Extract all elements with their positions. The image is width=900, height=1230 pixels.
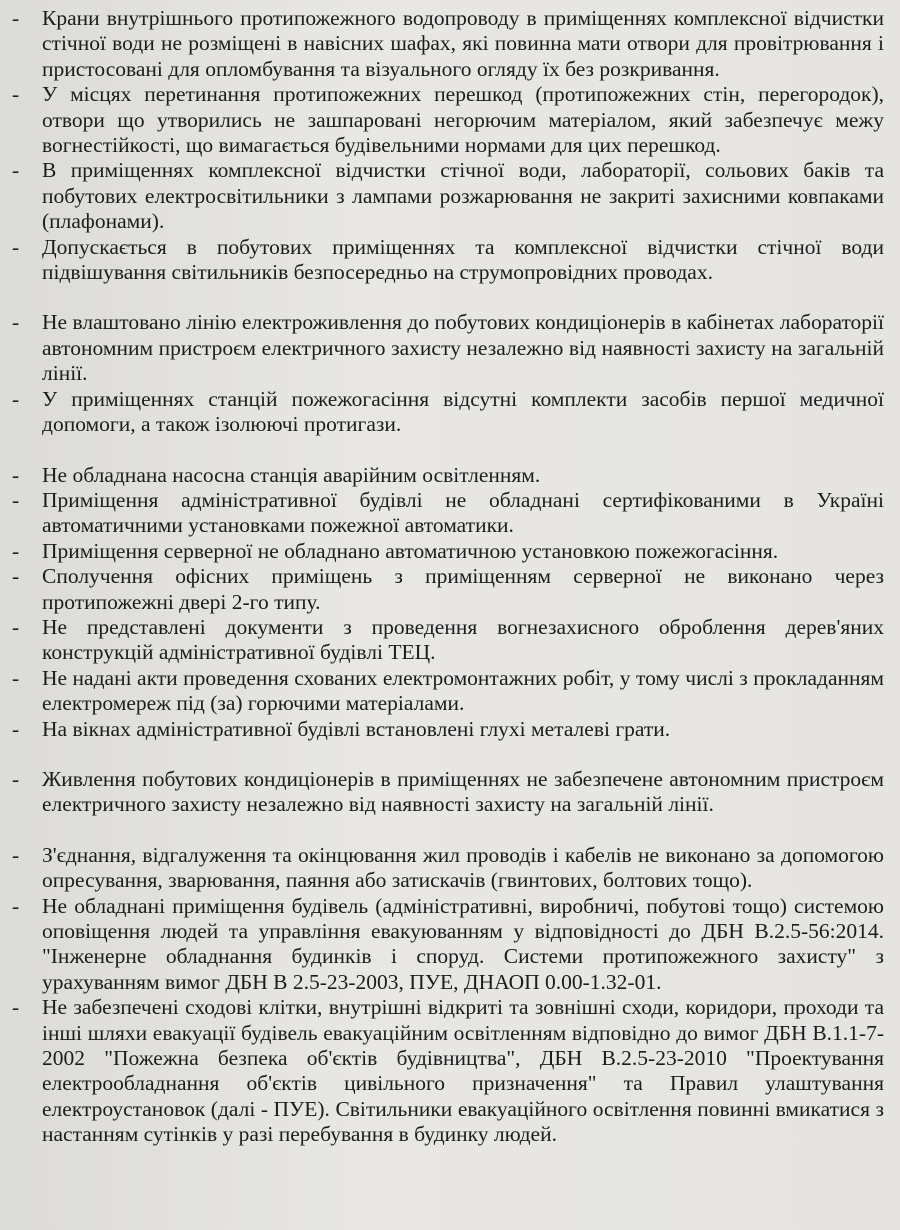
list-marker: - [12, 6, 20, 30]
list-marker: - [12, 766, 20, 791]
list-marker: - [12, 386, 20, 411]
list-marker: - [12, 538, 20, 563]
list-item-text: Допускається в побутових приміщеннях та комплексної відчистки стічної води підвішування світильників безпосередньо на струмопровідних проводах. [42, 234, 884, 285]
list-item-text: Сполучення офісних приміщень з приміщенням серверної не виконано через протипожежні двері 2-го типу. [42, 564, 884, 614]
list-item [12, 6, 884, 82]
list-item-text: Не забезпечені сходові клітки, внутрішні відкриті та зовнішні сходи, коридори, проходи та інші шляхи евакуації будівель евакуаційним освітленням відповідно до вимог ДБН В.1.1-7-2002 "Пожежна безпека об'єктів будівництва", ДБН В.2.5-23-2010 "Проектування електрообладнання об'єктів цивільного призначення" та Правил улаштування електроустановок (далі - ПУЕ). Світильники евакуаційного освітлення повинні вмикатися з настанням сутінків у разі перебування в будинку людей. [42, 995, 884, 1147]
list-item [12, 995, 884, 1147]
list-item [12, 767, 884, 818]
list-item-text: У місцях перетинання протипожежних перешкод (протипожежних стін, перегородок), отвори що утворились не зашпаровані негорючим матеріалом, який забезпечує межу вогнестійкості, що вимагається будівельними нормами для цих перешкод. [42, 82, 884, 158]
list-item [12, 82, 884, 158]
list-marker: - [12, 893, 20, 918]
list-item [12, 158, 884, 234]
list-item [12, 488, 884, 539]
list-marker: - [12, 234, 20, 259]
list-item [12, 539, 884, 564]
list-item-text: З'єднання, відгалуження та окінцювання жил проводів і кабелів не виконано за допомогою опресування, зварювання, паяння або затискачів (гвинтових, болтових тощо). [42, 842, 884, 893]
list-item [12, 310, 884, 386]
list-item [12, 564, 884, 615]
list-item-text: У приміщеннях станцій пожежогасіння відсутні комплекти засобів першої медичної допомоги, а також ізолюючі протигази. [42, 386, 884, 437]
list-marker: - [12, 487, 20, 512]
list-item-text: Крани внутрішнього протипожежного водопроводу в приміщеннях комплексної відчистки стічної води не розміщені в навісних шафах, які повинна мати отвори для провітрювання і пристосовані для опломбування та візуального огляду їх без розкривання. [42, 6, 884, 81]
list-marker: - [12, 614, 20, 639]
list-item-text: Не представлені документи з проведення вогнезахисного оброблення дерев'яних конструкцій адміністративної будівлі ТЕЦ. [42, 614, 884, 665]
list-item [12, 843, 884, 894]
list-item-text: На вікнах адміністративної будівлі встановлені глухі металеві грати. [42, 716, 671, 741]
list-marker: - [12, 716, 20, 741]
list-item [12, 463, 884, 488]
list-item-text: Не влаштовано лінію електроживлення до побутових кондиціонерів в кабінетах лабораторії автономним пристроєм електричного захисту незалежно від наявності захисту на загальній лінії. [42, 310, 884, 386]
list-item [12, 615, 884, 666]
list-item-text: Приміщення серверної не обладнано автоматичною установкою пожежогасіння. [42, 538, 779, 563]
list-marker: - [12, 842, 20, 867]
list-item-text: Приміщення адміністративної будівлі не обладнані сертифікованими в Україні автоматичними установками пожежної автоматики. [42, 487, 884, 538]
list-marker: - [12, 310, 20, 335]
list-item [12, 894, 884, 996]
list-item [12, 235, 884, 286]
list-marker: - [12, 665, 20, 690]
list-item-text: Живлення побутових кондиціонерів в приміщеннях не забезпечене автономним пристроєм електричного захисту незалежно від наявності захисту на загальній лінії. [42, 766, 884, 817]
list-item-text: Не надані акти проведення схованих електромонтажних робіт, у тому числі з прокладанням електромереж під (за) горючими матеріалами. [42, 665, 884, 716]
list-item [12, 717, 884, 742]
list-marker: - [12, 995, 20, 1020]
list-marker: - [12, 564, 20, 589]
list-marker: - [12, 82, 20, 107]
list-marker: - [12, 158, 20, 183]
list-item-text: Не обладнана насосна станція аварійним освітленням. [42, 462, 541, 487]
list-item-text: В приміщеннях комплексної відчистки стічної води, лабораторії, сольових баків та побутових електросвітильники з лампами розжарювання не закриті захисними ковпаками (плафонами). [42, 158, 884, 234]
list-item [12, 387, 884, 438]
list-marker: - [12, 462, 20, 487]
list-item [12, 666, 884, 717]
list-item-text: Не обладнані приміщення будівель (адміністративні, виробничі, побутові тощо) системою оповіщення людей та управління евакуюванням у відповідності до ДБН В.2.5-56:2014. "Інженерне обладнання будинків і споруд. Системи протипожежного захисту" з урахуванням вимог ДБН В 2.5-23-2003, ПУЕ, ДНАОП 0.00-1.32-01. [42, 893, 884, 994]
